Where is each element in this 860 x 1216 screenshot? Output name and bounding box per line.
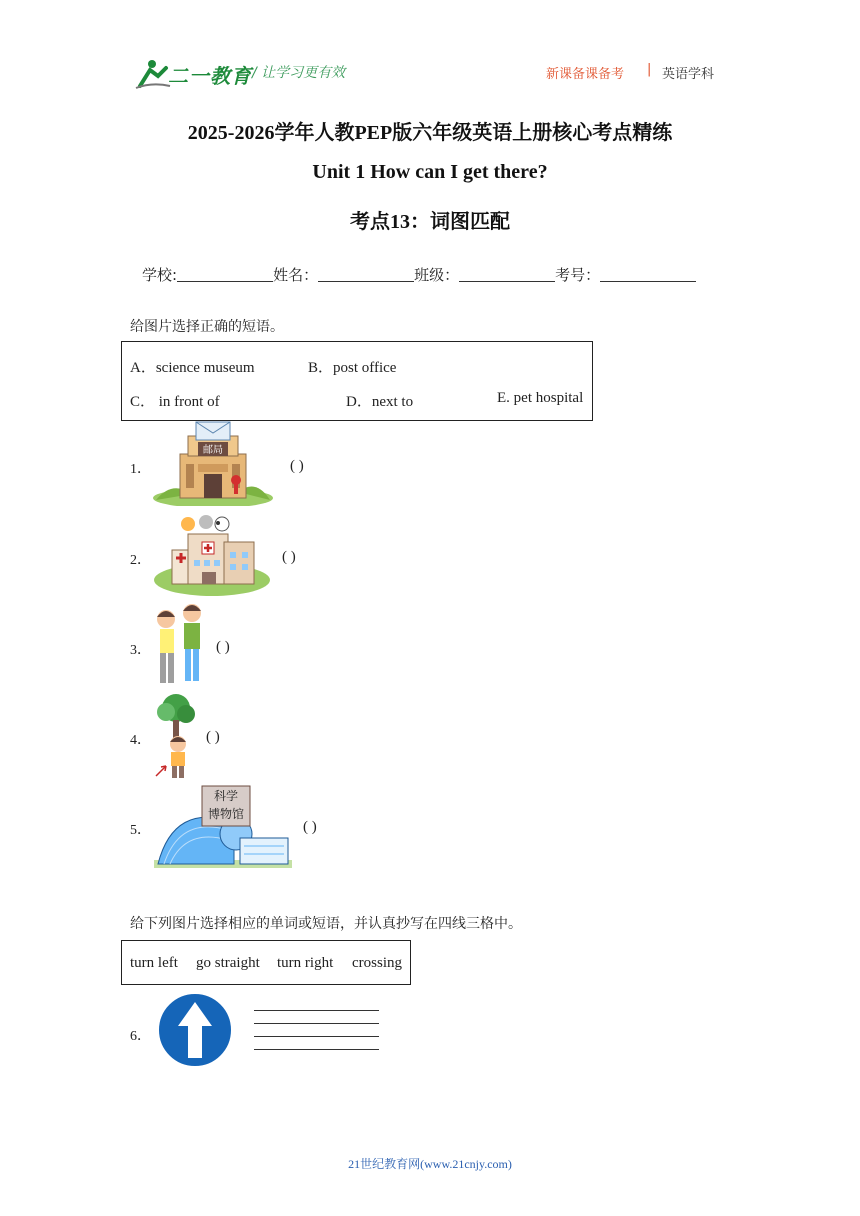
write-line-3 — [254, 1036, 379, 1037]
class-label: 班级： — [414, 266, 460, 284]
brand-name: 二一教育 — [168, 64, 252, 88]
word-go-straight: go straight — [196, 955, 260, 971]
section2-instruction: 给下列图片选择相应的单词或短语，并认真抄写在四线三格中。 — [130, 916, 522, 932]
section1-instruction: 给图片选择正确的短语。 — [130, 319, 284, 335]
option-b: B．post office — [308, 360, 397, 376]
question-1-number: 1． — [130, 462, 151, 477]
question-3-number: 3． — [130, 643, 151, 658]
word-crossing: crossing — [352, 955, 402, 971]
number-blank[interactable] — [600, 266, 696, 282]
name-blank[interactable] — [318, 266, 414, 282]
footer-source: 21世纪教育网(www.21cnjy.com) — [348, 1157, 512, 1171]
brand-slogan: / 让学习更有效 — [252, 65, 346, 81]
header-separator: | — [647, 62, 652, 77]
main-title: 2025-2026学年人教PEP版六年级英语上册核心考点精练 — [187, 122, 673, 144]
brand-logo-icon — [132, 56, 172, 90]
question-2-number: 2． — [130, 553, 151, 568]
museum-sign-line1: 科学 — [213, 789, 239, 803]
school-label: 学校: — [142, 266, 178, 284]
two-boys-image — [152, 603, 210, 689]
question-3-answer[interactable]: ( ) — [216, 639, 230, 655]
pet-hospital-image — [152, 514, 272, 598]
header-subject: 英语学科 — [662, 67, 715, 82]
word-bank-box — [121, 940, 411, 985]
handwriting-lines[interactable] — [254, 1010, 379, 1052]
go-straight-sign-icon — [152, 992, 238, 1070]
post-office-image — [152, 420, 274, 506]
question-4-number: 4． — [130, 733, 151, 748]
write-line-4 — [254, 1049, 379, 1050]
question-1-answer[interactable]: ( ) — [290, 458, 304, 474]
question-4-answer[interactable]: ( ) — [206, 729, 220, 745]
science-museum-image — [154, 782, 292, 870]
class-blank[interactable] — [459, 266, 555, 282]
number-label: 考号： — [555, 266, 601, 284]
school-blank[interactable] — [177, 266, 273, 282]
question-5-answer[interactable]: ( ) — [303, 819, 317, 835]
option-a: A．science museum — [130, 360, 255, 376]
option-c: C． in front of — [130, 394, 220, 410]
boy-tree-image — [152, 692, 198, 780]
write-line-2 — [254, 1023, 379, 1024]
option-d: D．next to — [346, 394, 414, 410]
question-6-number: 6． — [130, 1029, 151, 1044]
post-office-sign: 邮局 — [203, 445, 223, 456]
museum-sign-line2: 博物馆 — [207, 807, 245, 821]
unit-title: Unit 1 How can I get there? — [312, 161, 548, 183]
header-tagline: 新课备课备考 — [546, 67, 625, 82]
options-box — [121, 341, 593, 421]
write-line-1 — [254, 1010, 379, 1011]
student-info-line — [142, 264, 696, 285]
topic-title: 考点13：词图匹配 — [350, 211, 510, 233]
word-turn-right: turn right — [277, 955, 334, 971]
name-label: 姓名： — [273, 266, 319, 284]
word-turn-left: turn left — [130, 955, 178, 971]
question-2-answer[interactable]: ( ) — [282, 549, 296, 565]
question-5-number: 5． — [130, 823, 151, 838]
option-e: E. pet hospital — [497, 390, 584, 406]
